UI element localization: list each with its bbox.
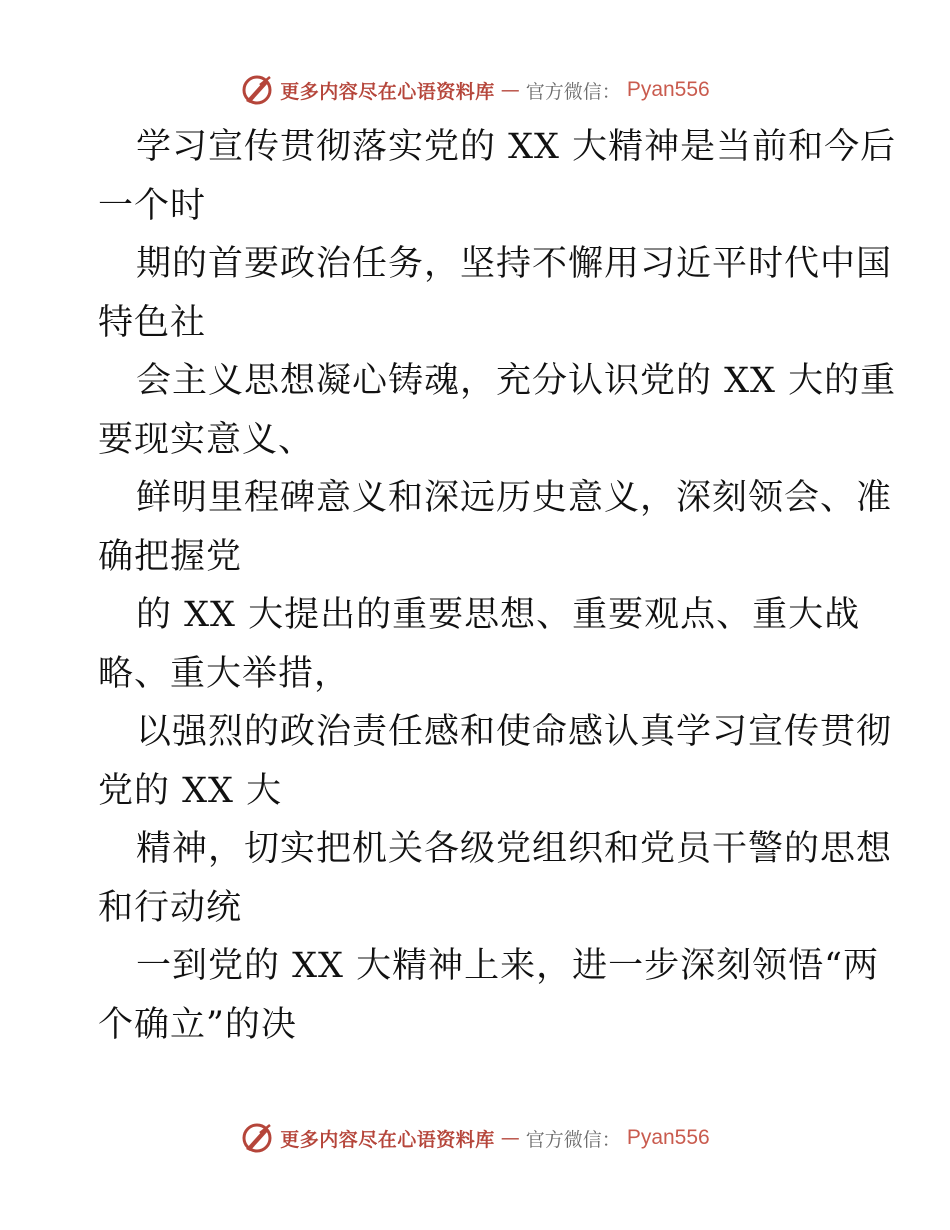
- quill-logo-icon: [240, 1121, 274, 1155]
- body-line: 鲜明里程碑意义和深远历史意义，深刻领会、准: [136, 478, 893, 518]
- quill-logo-icon: [240, 73, 274, 107]
- body-line: 以强烈的政治责任感和使命感认真学习宣传贯彻: [136, 712, 893, 752]
- body-line: 和行动统: [98, 887, 243, 928]
- header-brand-text: 更多内容尽在心语资料库: [280, 80, 495, 103]
- footer-banner: [0, 1118, 950, 1158]
- footer-wechat-label: 官方微信：: [525, 1128, 621, 1151]
- header-wechat-label: 官方微信：: [525, 80, 621, 103]
- body-line: 特色社: [98, 302, 207, 343]
- body-line: 略、重大举措，: [98, 653, 351, 694]
- body-line: 精神，切实把机关各级党组织和党员干警的思想: [136, 829, 893, 869]
- body-line: 期的首要政治任务，坚持不懈用习近平时代中国: [136, 244, 893, 284]
- body-line: 个确立”的决: [98, 1004, 297, 1045]
- body-line: 一到党的 XX 大精神上来，进一步深刻领悟“两: [136, 946, 879, 986]
- body-line: 要现实意义、: [98, 419, 315, 460]
- header-banner: [0, 70, 950, 110]
- body-line: 会主义思想凝心铸魂，充分认识党的 XX 大的重: [136, 361, 897, 401]
- document-body: [98, 118, 897, 1054]
- footer-wechat-id: Pyan556: [626, 1126, 710, 1149]
- body-line: 确把握党: [98, 536, 243, 577]
- footer-dash: —: [500, 1127, 520, 1149]
- body-line: 一个时: [98, 185, 207, 226]
- header-dash: —: [500, 79, 520, 101]
- header-wechat-id: Pyan556: [626, 78, 710, 101]
- footer-brand-text: 更多内容尽在心语资料库: [280, 1128, 495, 1151]
- body-line: 党的 XX 大: [98, 770, 283, 811]
- body-line: 的 XX 大提出的重要思想、重要观点、重大战: [136, 595, 861, 635]
- body-line: 学习宣传贯彻落实党的 XX 大精神是当前和今后: [136, 127, 897, 167]
